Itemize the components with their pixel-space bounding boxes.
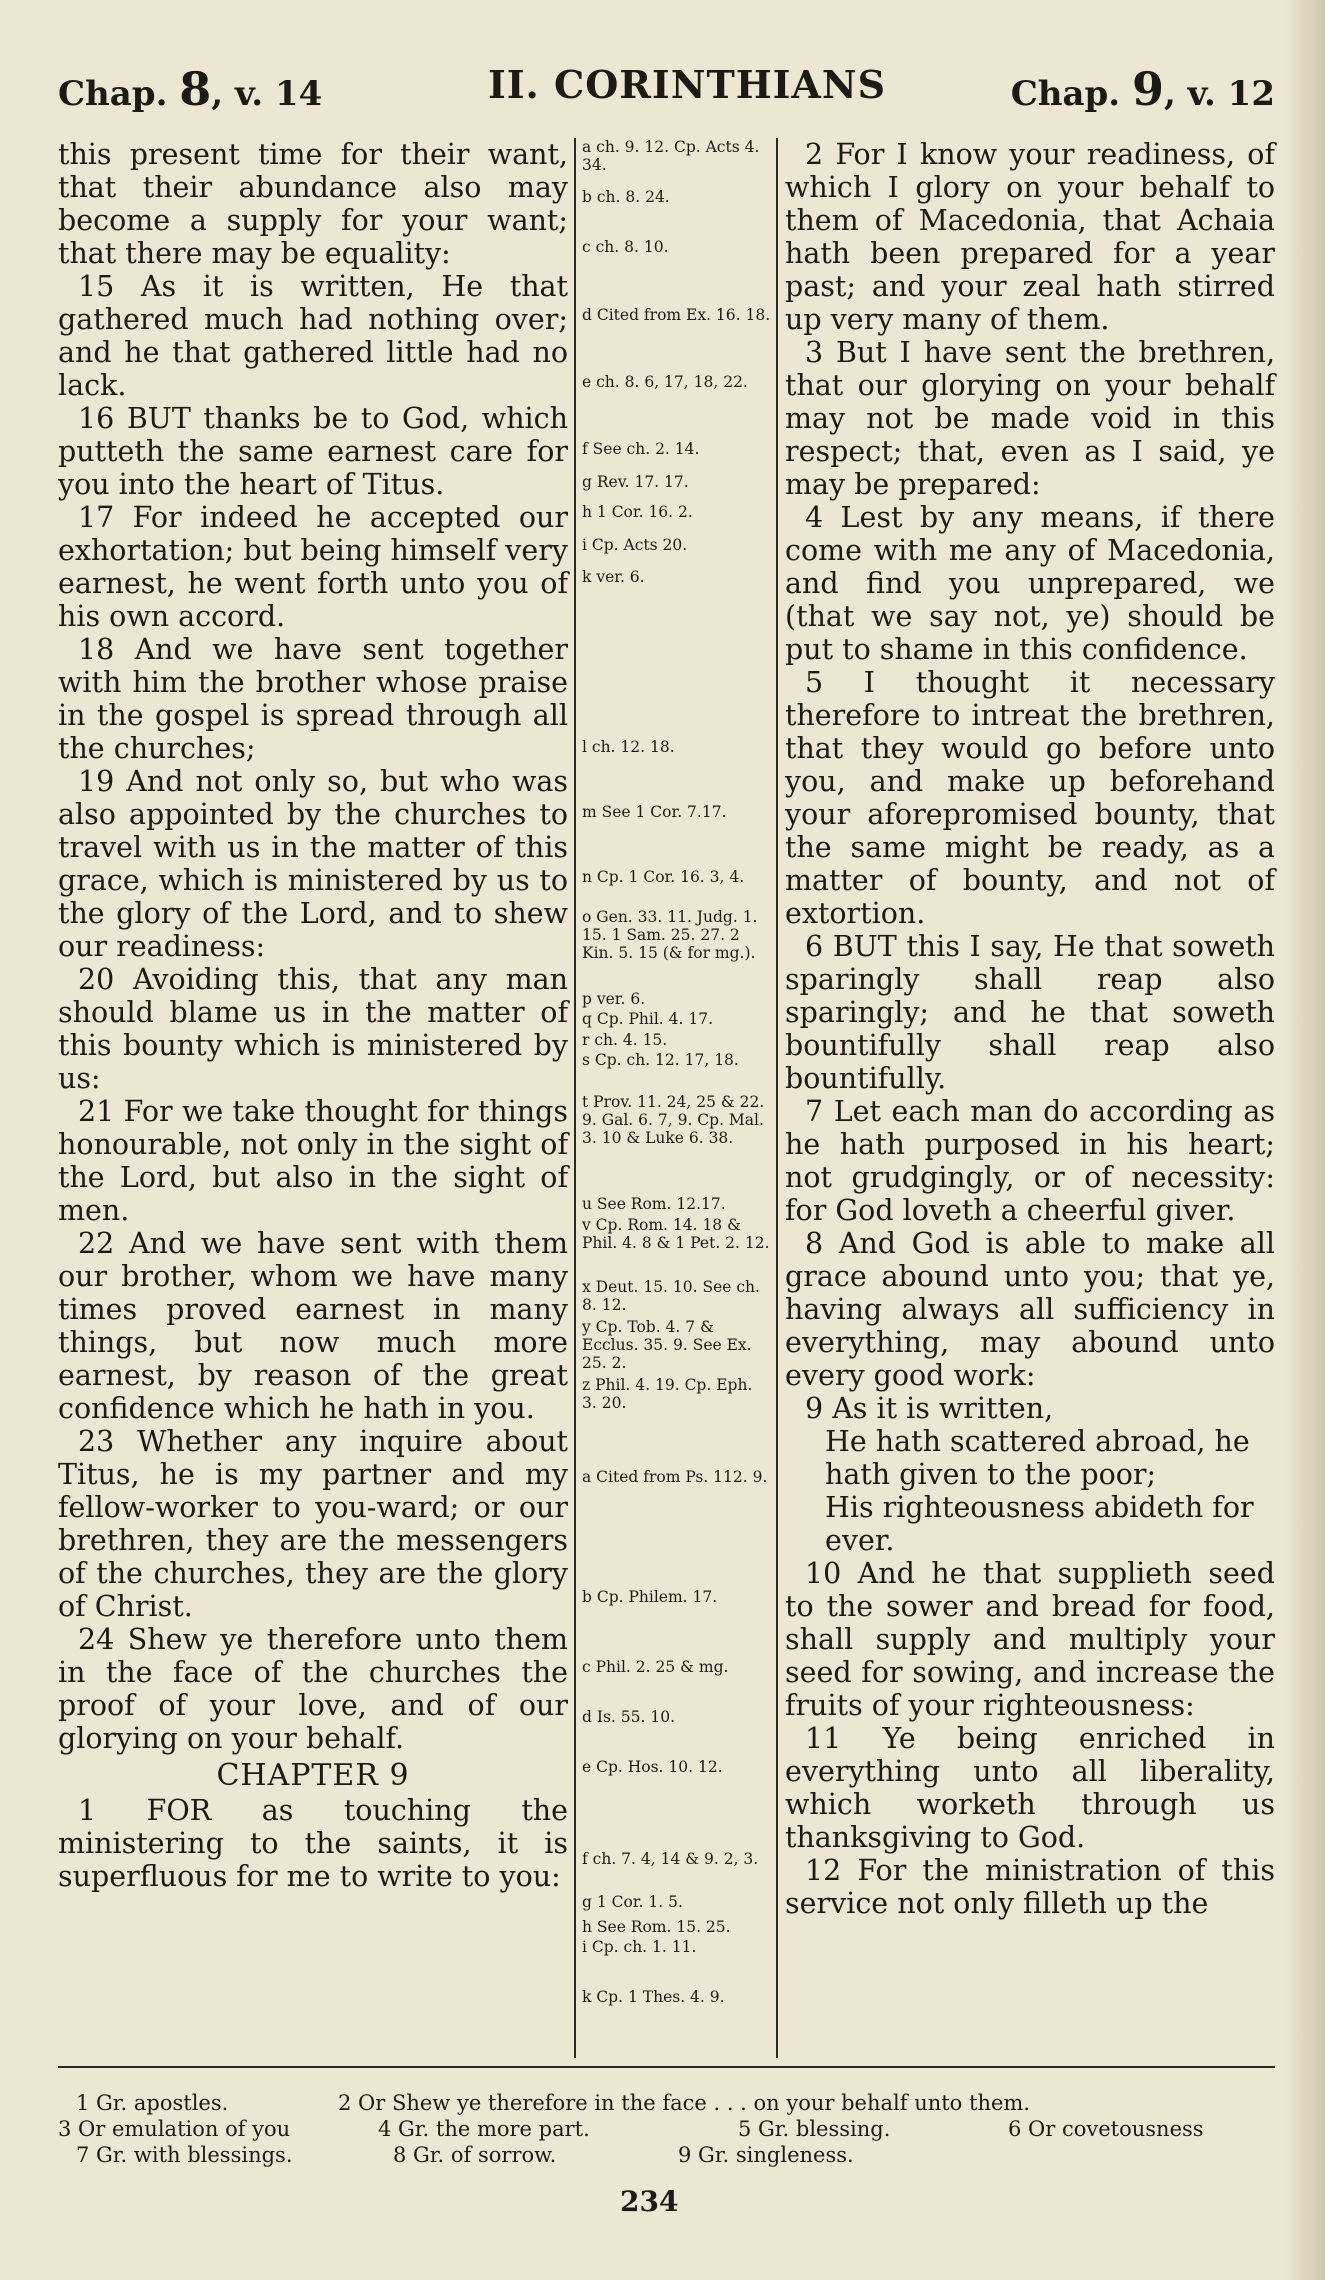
margin-ref: q Cp. Phil. 4. 17. xyxy=(582,1010,714,1028)
margin-ref: s Cp. ch. 12. 17, 18. xyxy=(582,1051,739,1069)
header-right-reference: Chap. 9, v. 12 xyxy=(1010,62,1275,116)
right-text-column xyxy=(785,138,1275,1920)
running-header xyxy=(58,62,1275,122)
quotation-poetry xyxy=(785,1425,1275,1557)
margin-ref: d Is. 55. 10. xyxy=(582,1708,676,1726)
footnote-4: 4 Gr. the more part. xyxy=(378,2117,590,2141)
poetry-line-1: He hath scattered abroad, he hath given to the poor; xyxy=(825,1425,1250,1491)
footnote-8: 8 Gr. of sorrow. xyxy=(393,2143,557,2167)
verse-9-12: 12 For the ministration of this service not only filleth up the xyxy=(785,1854,1275,1920)
poetry-line-2: His righteousness abideth for ever. xyxy=(825,1491,1254,1557)
margin-ref: c Phil. 2. 25 & mg. xyxy=(582,1658,729,1676)
verse-9-11: 11 Ye being enriched in everything unto all liberality, which worketh through us thanksgiving to God. xyxy=(785,1722,1275,1854)
verse-8-17: 17 For indeed he accepted our exhortation; but being himself very earnest, he went forth unto you of his own accord. xyxy=(58,501,568,633)
margin-ref: y Cp. Tob. 4. 7 & Ecclus. 35. 9. See Ex. 25. 2. xyxy=(582,1318,752,1372)
column-rule-right xyxy=(776,138,778,2058)
book-title: II. CORINTHIANS xyxy=(488,62,887,107)
verse-9-8: 8 And God is able to make all grace abound unto you; that ye, having always all sufficiency in everything, may abound unto every good work: xyxy=(785,1227,1275,1392)
margin-ref: i Cp. ch. 1. 11. xyxy=(582,1938,697,1956)
margin-ref: n Cp. 1 Cor. 16. 3, 4. xyxy=(582,868,745,886)
margin-ref: i Cp. Acts 20. xyxy=(582,536,688,554)
margin-ref: l ch. 12. 18. xyxy=(582,738,675,756)
footnote-6: 6 Or covetousness xyxy=(1008,2117,1204,2141)
margin-ref: e Cp. Hos. 10. 12. xyxy=(582,1758,723,1776)
verse-9-3: 3 But I have sent the brethren, that our glorying on your behalf may not be made void in this respect; that, even as I said, ye may be prepared: xyxy=(785,336,1275,501)
margin-ref: g Rev. 17. 17. xyxy=(582,473,689,491)
margin-ref: f ch. 7. 4, 14 & 9. 2, 3. xyxy=(582,1850,759,1868)
margin-ref: o Gen. 33. 11. Judg. 1. 15. 1 Sam. 25. 27. 2 Kin. 5. 15 (& for mg.). xyxy=(582,908,758,962)
left-text-column xyxy=(58,138,568,1893)
margin-ref: g 1 Cor. 1. 5. xyxy=(582,1893,683,1911)
margin-ref: v Cp. Rom. 14. 18 & Phil. 4. 8 & 1 Pet. 2. 12. xyxy=(582,1216,770,1252)
verse-9-4: 4 Lest by any means, if there come with me any of Macedonia, and find you unprepared, we (that we say not, ye) should be put to shame in this confidence. xyxy=(785,501,1275,666)
verse-9-5: 5 I thought it necessary therefore to intreat the brethren, that they would go before unto you, and make up beforehand your aforepromised bounty, that the same might be ready, as a matter of bounty, and not of extortion. xyxy=(785,666,1275,930)
footnote-5: 5 Gr. blessing. xyxy=(738,2117,891,2141)
footnote-7: 7 Gr. with blessings. xyxy=(76,2143,293,2167)
margin-ref: a ch. 9. 12. Cp. Acts 4. 34. xyxy=(582,138,760,174)
verse-8-20: 20 Avoiding this, that any man should blame us in the matter of this bounty which is ministered by us: xyxy=(58,963,568,1095)
page-edge-shadow xyxy=(1285,0,1325,2280)
chapter-heading: CHAPTER 9 xyxy=(216,1758,410,1793)
margin-ref: k ver. 6. xyxy=(582,568,645,586)
margin-ref: e ch. 8. 6, 17, 18, 22. xyxy=(582,373,748,391)
footnote-3: 3 Or emulation of you xyxy=(58,2117,291,2141)
verse-8-14-cont: this present time for their want, that their abundance also may become a supply for your want; that there may be equality: xyxy=(58,138,568,270)
margin-ref: r ch. 4. 15. xyxy=(582,1031,668,1049)
verse-8-22: 22 And we have sent with them our brother, whom we have many times proved earnest in many things, but now much more earnest, by reason of the great confidence which he hath in you. xyxy=(58,1227,568,1425)
margin-ref: c ch. 8. 10. xyxy=(582,238,669,256)
margin-ref: b Cp. Philem. 17. xyxy=(582,1588,718,1606)
margin-ref: a Cited from Ps. 112. 9. xyxy=(582,1468,768,1486)
margin-ref: h 1 Cor. 16. 2. xyxy=(582,503,693,521)
verse-9-7: 7 Let each man do according as he hath purposed in his heart; not grudgingly, or of necessity: for God loveth a cheerful giver. xyxy=(785,1095,1275,1227)
verse-9-6: 6 BUT this I say, He that soweth sparingly shall reap also sparingly; and he that soweth bountifully shall reap also bountifully. xyxy=(785,930,1275,1095)
verse-8-21: 21 For we take thought for things honourable, not only in the sight of the Lord, but also in the sight of men. xyxy=(58,1095,568,1227)
page-number: 234 xyxy=(620,2185,679,2218)
verse-9-2: 2 For I know your readiness, of which I glory on your behalf to them of Macedonia, that Achaia hath been prepared for a year past; and your zeal hath stirred up very many of them. xyxy=(785,138,1275,336)
margin-ref: x Deut. 15. 10. See ch. 8. 12. xyxy=(582,1278,760,1314)
verse-9-10: 10 And he that supplieth seed to the sower and bread for food, shall supply and multiply your seed for sowing, and increase the fruits of your righteousness: xyxy=(785,1557,1275,1722)
header-left-reference: Chap. 8, v. 14 xyxy=(58,62,323,116)
verse-9-9: 9 As it is written, xyxy=(805,1392,1054,1425)
footnote-rule xyxy=(58,2066,1275,2068)
verse-8-16: 16 BUT thanks be to God, which putteth the same earnest care for you into the heart of Titus. xyxy=(58,402,568,501)
margin-ref: z Phil. 4. 19. Cp. Eph. 3. 20. xyxy=(582,1376,753,1412)
footnote-1: 1 Gr. apostles. xyxy=(76,2091,229,2115)
verse-8-24: 24 Shew ye therefore unto them in the face of the churches the proof of your love, and of our glorying on your behalf. xyxy=(58,1623,568,1755)
margin-ref: b ch. 8. 24. xyxy=(582,188,670,206)
margin-ref: d Cited from Ex. 16. 18. xyxy=(582,306,771,324)
margin-ref: p ver. 6. xyxy=(582,990,646,1008)
margin-ref: h See Rom. 15. 25. xyxy=(582,1918,731,1936)
margin-ref: f See ch. 2. 14. xyxy=(582,440,700,458)
margin-ref: t Prov. 11. 24, 25 & 22. 9. Gal. 6. 7, 9. Cp. Mal. 3. 10 & Luke 6. 38. xyxy=(582,1093,765,1147)
verse-8-18: 18 And we have sent together with him the brother whose praise in the gospel is spread through all the churches; xyxy=(58,633,568,765)
margin-ref: k Cp. 1 Thes. 4. 9. xyxy=(582,1988,725,2006)
margin-ref: u See Rom. 12.17. xyxy=(582,1195,726,1213)
footnote-2: 2 Or Shew ye therefore in the face . . . on your behalf unto them. xyxy=(338,2091,1030,2115)
footnote-9: 9 Gr. singleness. xyxy=(678,2143,854,2167)
margin-ref: m See 1 Cor. 7.17. xyxy=(582,803,727,821)
verse-8-23: 23 Whether any inquire about Titus, he is my partner and my fellow-worker to you-ward; or our brethren, they are the messengers of the churches, they are the glory of Christ. xyxy=(58,1425,568,1623)
verse-9-1: 1 FOR as touching the ministering to the saints, it is superfluous for me to write to you: xyxy=(58,1794,568,1893)
column-rule-left xyxy=(574,138,576,2058)
verse-8-15: 15 As it is written, He that gathered much had nothing over; and he that gathered little had no lack. xyxy=(58,270,568,402)
verse-8-19: 19 And not only so, but who was also appointed by the churches to travel with us in the matter of this grace, which is ministered by us to the glory of the Lord, and to shew our readiness: xyxy=(58,765,568,963)
